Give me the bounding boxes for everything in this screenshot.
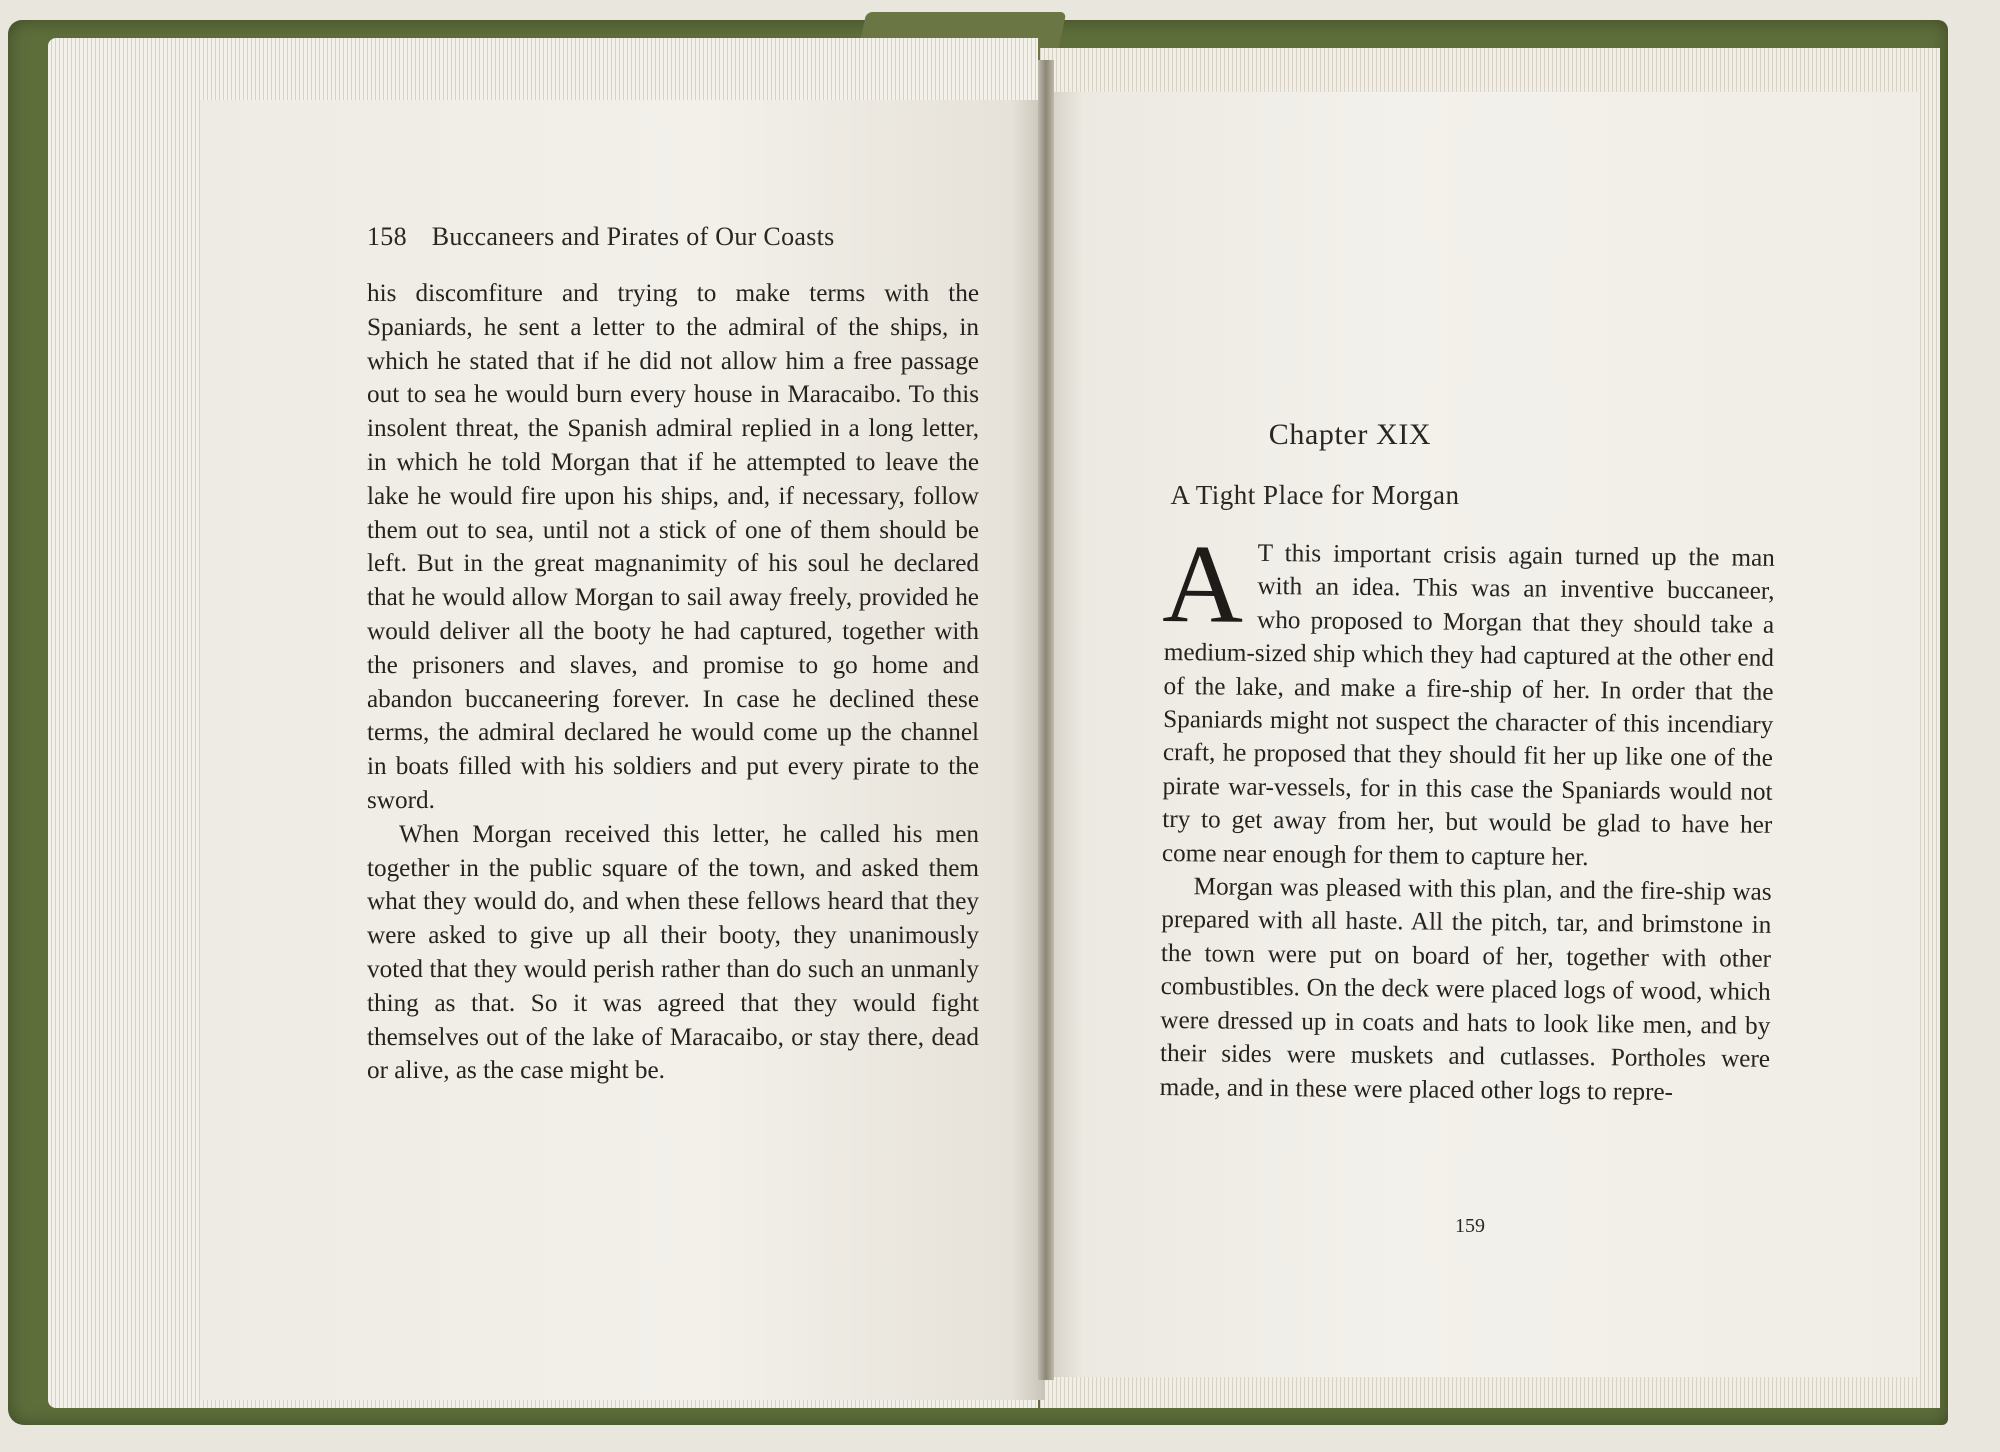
running-head <box>367 222 987 252</box>
right-page-number: 159 <box>1455 1215 1485 1237</box>
chapter-subtitle: A Tight Place for Morgan <box>1170 480 1460 510</box>
paragraph: Morgan was pleased with this plan, and the fire-ship was prepared with all haste. All the pitch, tar, and brimstone in the town were put on board of her, together with other combustibles. On the deck were placed logs of wood, which were dressed up in coats and hats to look like men, and by their sides were muskets and cutlasses. Portholes were made, and in these were placed other logs to repre- <box>1159 873 1772 1106</box>
running-title: Buccaneers and Pirates of Our Coasts <box>431 222 835 251</box>
chapter-title: Chapter XIX <box>1268 418 1432 451</box>
paragraph: When Morgan received this letter, he called his men together in the public square of the town, and asked them what they would do, and when these fellows heard that they were asked to give up all their booty, they unanimously voted that they would perish rather than do such an unmanly thing as that. So it was agreed that they would fight themselves out of the lake of Maracaibo, or stay there, dead or alive, as the case might be. <box>367 820 979 1085</box>
left-page-text <box>367 277 979 1088</box>
drop-cap: A <box>1161 521 1245 647</box>
paragraph: his discomfiture and trying to make terms with the Spaniards, he sent a letter to the admiral of the ships, in which he stated that if he did not allow him a free passage out to sea he would burn every house in Maracaibo. To this insolent threat, the Spanish admiral replied in a long letter, in which he told Morgan that if he attempted to leave the lake he would fire upon his ships, and, if necessary, follow them out to sea, until not a stick of one of them should be left. But in the great magnanimity of his soul he declared that he would allow Morgan to sail away freely, provided he would deliver all the booty he had captured, together with the prisoners and slaves, and promise to go home and abandon buccaneering forever. In case he declined these terms, the admiral declared he would come up the channel in boats filled with his soldiers and put every pirate to the sword. <box>367 280 979 814</box>
left-page-number: 158 <box>367 222 407 251</box>
book-gutter <box>1038 60 1054 1380</box>
right-page-text <box>1159 521 1775 1110</box>
paragraph <box>1161 521 1775 876</box>
paragraph-text: T this important crisis again turned up the man with an idea. This was an inventive buccaneer, who proposed to Morgan that they should take a medium-sized ship which they had captured at the other end of the lake, and make a fire-ship of her. In order that the Spaniards might not suspect the character of this incendiary craft, he proposed that they should fit her up like one of the pirate war-vessels, for in this case the Spaniards would not try to get away from her, but would be glad to have her come near enough for them to capture her. <box>1161 539 1775 871</box>
